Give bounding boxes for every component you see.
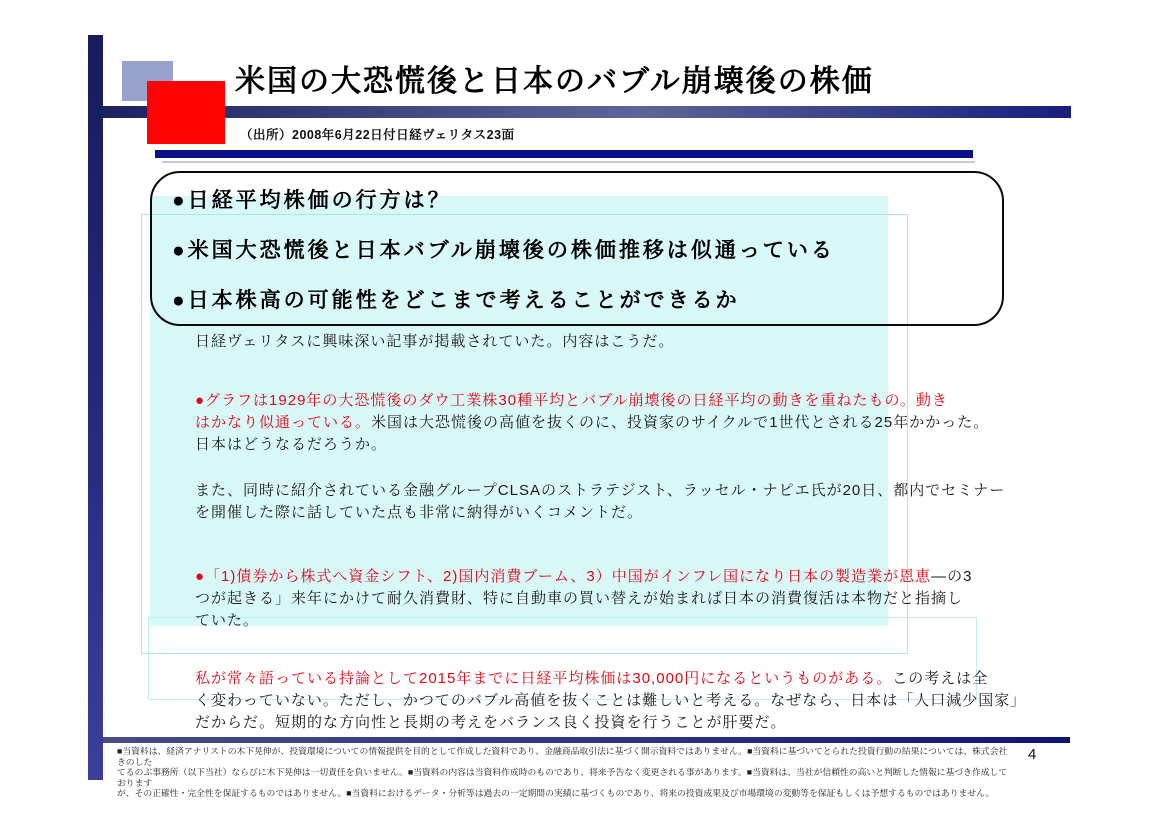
red-emphasis-text: ●「1)債券から株式へ資金シフト、2)国内消費ブーム、3）中国がインフレ国になり日本の製造業が恩恵 — [195, 568, 932, 585]
body-text: く変わっていない。ただし、かつてのバブル高値を抜くことは難しいと考える。なぜなら、日本は「人口減少国家」 — [195, 692, 1027, 709]
paragraph — [195, 390, 989, 456]
highlight-bullet-2: ●米国大恐慌後と日本バブル崩壊後の株価推移は似通っている — [172, 239, 835, 262]
paragraph-line — [195, 331, 674, 353]
paragraph-line — [195, 610, 972, 632]
paragraph-line — [195, 668, 1026, 690]
red-emphasis-text: はかなり似通っている。 — [195, 414, 372, 431]
left-accent-bar — [88, 35, 103, 780]
paragraph-line — [195, 690, 1026, 712]
source-citation: （出所）2008年6月22日付日経ヴェリタス23面 — [240, 128, 515, 142]
paragraph-line — [195, 502, 1005, 524]
body-text: だからだ。短期的な方向性と長期の考えをバランス良く投資を行うことが肝要だ。 — [195, 714, 787, 731]
highlight-bullet-1: ●日経平均株価の行方は？ — [172, 189, 452, 212]
body-text: 日本はどうなるだろうか。 — [195, 436, 388, 453]
body-text: を開催した際に話していた点も非常に納得がいくコメントだ。 — [195, 504, 644, 521]
body-text: つが起きる」来年にかけて耐久消費財、特に自動車の買い替えが始まれば日本の消費復活は本物だと指摘し — [195, 590, 964, 607]
paragraph-line — [195, 566, 972, 588]
header-gradient-band — [103, 106, 1071, 118]
title-underline-bar — [155, 150, 973, 158]
page-number: 4 — [1028, 746, 1037, 763]
disclaimer-line: が、その正確性・完全性を保証するものではありません。■当資料におけるデータ・分析等は過去の一定期間の実績に基づくものであり、将来の投資成果及び市場環境の変動等を保証もしくは予想するものではありません。 — [117, 788, 995, 798]
disclaimer-line: ■当資料は、経済アナリストの木下晃伸が、投資環境についての情報提供を目的として作成した資料であり、金融商品取引法に基づく開示資料ではありません。■当資料に基づいてとられた投資行動の結果については、株式会社きのした — [117, 746, 1008, 767]
page-title: 米国の大恐慌後と日本のバブル崩壊後の株価 — [235, 65, 874, 98]
disclaimer-text — [117, 746, 1010, 799]
paragraph-line — [195, 434, 989, 456]
body-text: ていた。 — [195, 612, 260, 629]
highlight-bullet-3: ●日本株高の可能性をどこまで考えることができるか — [172, 289, 740, 312]
paragraph — [195, 480, 1005, 524]
paragraph-line — [195, 390, 989, 412]
body-text: —の3 — [931, 568, 973, 585]
red-emphasis-text: 私が常々語っている持論として2015年までに日経平均株価は30,000円になるというものがある。 — [195, 670, 893, 687]
title-underline-shadow — [162, 161, 975, 163]
body-text: 日経ヴェリタスに興味深い記事が掲載されていた。内容はこうだ。 — [195, 333, 675, 350]
red-emphasis-text: ●グラフは1929年の大恐慌後のダウ工業株30種平均とバブル崩壊後の日経平均の動きを重ねたもの。動き — [195, 392, 948, 409]
paragraph — [195, 331, 674, 353]
paragraph-line — [195, 412, 989, 434]
paragraph — [195, 668, 1026, 734]
paragraph-line — [195, 480, 1005, 502]
paragraph — [195, 566, 972, 632]
disclaimer-line: てるのぶ事務所（以下当社）ならびに木下晃伸は一切責任を負いません。■当資料の内容は当資料作成時のものであり、将来予告なく変更される事があります。■当資料は、当社が信頼性の高いと判断した情報に基づき作成しております — [117, 767, 1008, 788]
body-text: 米国は大恐慌後の高値を抜くのに、投資家のサイクルで1世代とされる25年かかった。 — [371, 414, 990, 431]
red-square-decoration — [147, 81, 225, 144]
paragraph-line — [195, 588, 972, 610]
body-text: この考えは全 — [892, 670, 989, 687]
body-text: また、同時に紹介されている金融グループCLSAのストラテジスト、ラッセル・ナピエ氏が20日、都内でセミナー — [195, 482, 1006, 499]
paragraph-line — [195, 712, 1026, 734]
footer-gradient-band — [103, 737, 1070, 743]
